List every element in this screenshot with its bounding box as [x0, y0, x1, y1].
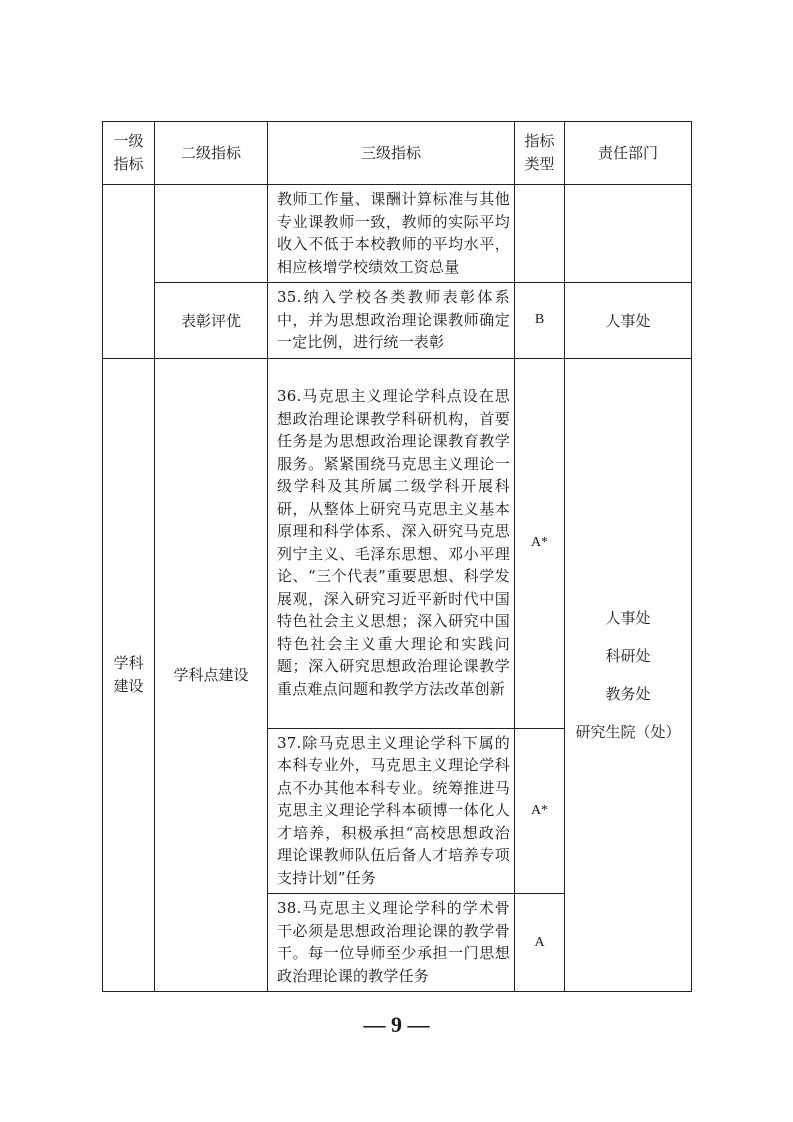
indicator-type: A*	[515, 728, 565, 894]
level1-label: 学科建设	[103, 358, 155, 992]
table-header-row	[103, 122, 692, 185]
table-row	[103, 358, 692, 728]
table-row	[103, 185, 692, 283]
level3-text: 教师工作量、课酬计算标准与其他专业课教师一致，教师的实际平均收入不低于本校教师的平均水平，相应核增学校绩效工资总量	[268, 185, 515, 283]
dept-item: 研究生院（处）	[575, 722, 681, 741]
level2-label: 学科点建设	[155, 358, 268, 992]
header-level3: 三级指标	[268, 122, 515, 185]
level3-text: 38.马克思主义理论学科的学术骨干必须是思想政治理论课的教学骨干。每一位导师至少承担一门思想政治理论课的教学任务	[268, 894, 515, 992]
table-row	[103, 283, 692, 359]
page-number: — 9 —	[363, 1012, 430, 1037]
level3-text: 36.马克思主义理论学科点设在思想政治理论课教学科研机构，首要任务是为思想政治理论课教育教学服务。紧紧围绕马克思主义理论一级学科及其所属二级学科开展科研，从整体上研究马克思主义基本原理和科学体系、深入研究马克思列宁主义、毛泽东思想、邓小平理论、“三个代表”重要思想、科学发展观，深入研究习近平新时代中国特色社会主义思想；深入研究中国特色社会主义重大理论和实践问题；深入研究思想政治理论课教学重点难点问题和教学方法改革创新	[268, 358, 515, 728]
dept-item: 人事处	[605, 608, 651, 627]
level2-label: 表彰评优	[155, 283, 268, 359]
indicator-type: B	[515, 283, 565, 359]
dept-list	[565, 358, 692, 992]
type-cell-empty	[515, 185, 565, 283]
indicator-table	[102, 121, 692, 992]
level2-cell-empty	[155, 185, 268, 283]
header-type: 指标类型	[515, 122, 565, 185]
header-level1: 一级指标	[103, 122, 155, 185]
dept-cell-empty	[565, 185, 692, 283]
dept-label: 人事处	[565, 283, 692, 359]
indicator-type: A*	[515, 358, 565, 728]
level1-cell-empty	[103, 185, 155, 359]
level3-text: 37.除马克思主义理论学科下属的本科专业外，马克思主义理论学科点不办其他本科专业。统筹推进马克思主义理论学科本硕博一体化人才培养，积极承担“高校思想政治理论课教师队伍后备人才培养专项支持计划”任务	[268, 728, 515, 894]
dept-item: 教务处	[605, 684, 651, 703]
header-dept: 责任部门	[565, 122, 692, 185]
dept-item: 科研处	[605, 646, 651, 665]
indicator-type: A	[515, 894, 565, 992]
header-level2: 二级指标	[155, 122, 268, 185]
level3-text: 35.纳入学校各类教师表彰体系中，并为思想政治理论课教师确定一定比例，进行统一表彰	[268, 283, 515, 359]
